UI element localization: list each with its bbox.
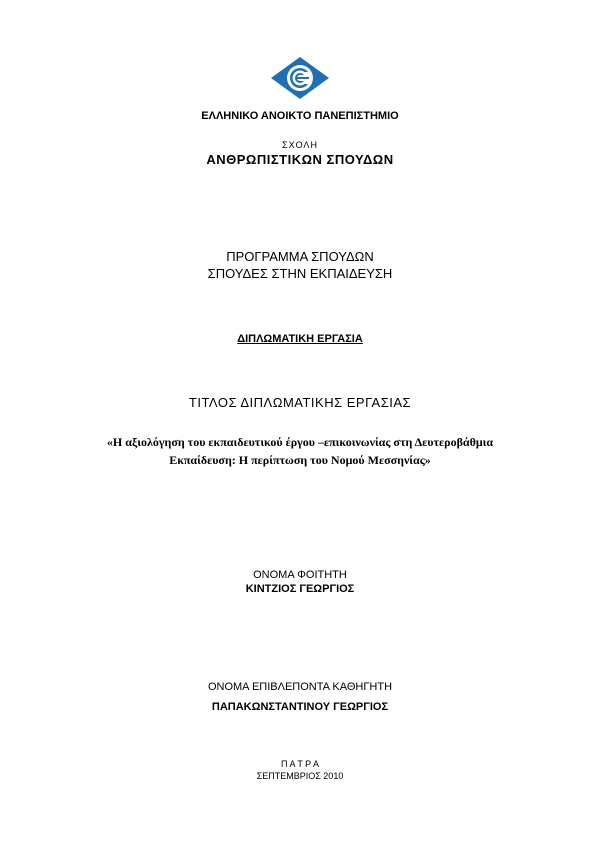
program-name: ΣΠΟΥΔΕΣ ΣΤΗΝ ΕΚΠΑΙΔΕΥΣΗ: [207, 266, 393, 281]
thesis-title-line-2: Εκπαίδευση: Η περίπτωση του Νομού Μεσσηνίας»: [169, 453, 431, 467]
student-name: ΚΙΝΤΖΙΟΣ ΓΕΩΡΓΙΟΣ: [245, 583, 355, 595]
university-logo-icon: [270, 56, 330, 100]
city: Π Α Τ Ρ Α: [280, 759, 320, 769]
university-name: ΕΛΛΗΝΙΚΟ ΑΝΟΙΚΤΟ ΠΑΝΕΠΙΣΤΗΜΙΟ: [201, 110, 399, 122]
date: ΣΕΠΤΕΜΒΡΙΟΣ 2010: [256, 771, 344, 781]
document-type: ΔΙΠΛΩΜΑΤΙΚΗ ΕΡΓΑΣΙΑ: [237, 333, 363, 345]
thesis-title-line-1: «Η αξιολόγηση του εκπαιδευτικού έργου –επικοινωνίας στη Δευτεροβάθμια: [106, 435, 494, 449]
supervisor-label: ΟΝΟΜΑ ΕΠΙΒΛΕΠΟΝΤΑ ΚΑΘΗΓΗΤΗ: [207, 681, 393, 693]
school-label: ΣΧΟΛΗ: [282, 140, 318, 150]
supervisor-name: ΠΑΠΑΚΩΝΣΤΑΝΤΙΝΟΥ ΓΕΩΡΓΙΟΣ: [211, 701, 389, 713]
program-title: ΠΡΟΓΡΑΜΜΑ ΣΠΟΥΔΩΝ: [226, 249, 374, 264]
school-name: ΑΝΘΡΩΠΙΣΤΙΚΩΝ ΣΠΟΥΔΩΝ: [206, 152, 394, 167]
student-label: ΟΝΟΜΑ ΦΟΙΤΗΤΗ: [253, 569, 347, 581]
thesis-title-label: ΤΙΤΛΟΣ ΔΙΠΛΩΜΑΤΙΚΗΣ ΕΡΓΑΣΙΑΣ: [188, 395, 412, 410]
